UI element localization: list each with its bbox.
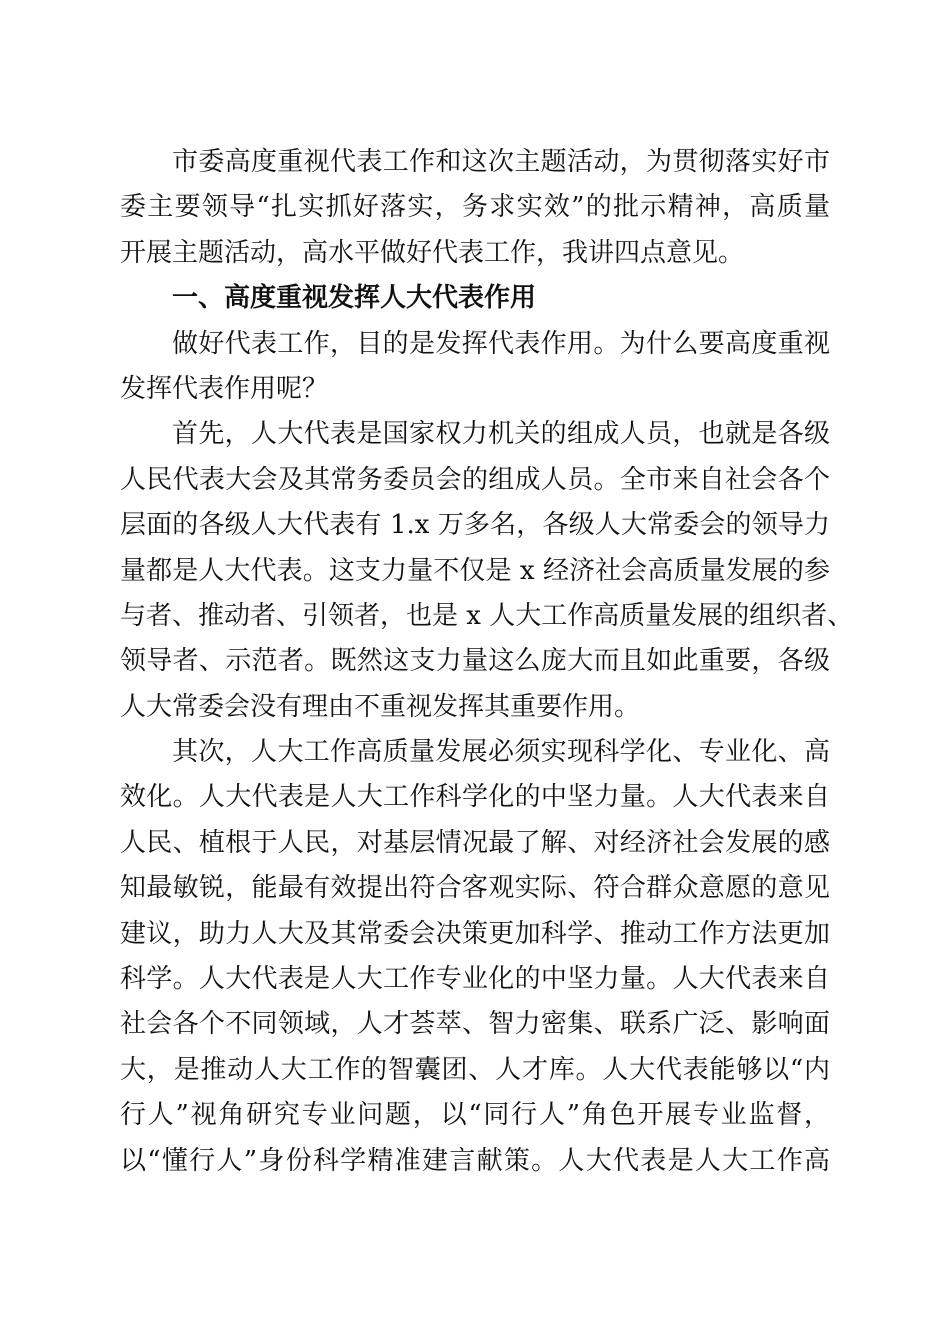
paragraph-line: 量都是人大代表。这支力量不仅是 x 经济社会高质量发展的参 [120, 555, 830, 586]
paragraph-line: 与者、推动者、引领者，也是 x 人大工作高质量发展的组织者、 [120, 600, 854, 631]
paragraph-line: 市委高度重视代表工作和这次主题活动，为贯彻落实好市 [172, 147, 830, 177]
paragraph-line: 知最敏锐，能最有效提出符合客观实际、符合群众意愿的意见 [120, 873, 830, 904]
paragraph-line: 领导者、示范者。既然这支力量这么庞大而且如此重要，各级 [120, 646, 830, 677]
section-heading: 一、高度重视发挥人大代表作用 [172, 283, 537, 314]
paragraph-line: 委主要领导“扎实抓好落实，务求实效”的批示精神，高质量 [120, 192, 830, 223]
document-body [120, 140, 854, 1184]
paragraph-line: 效化。人大代表是人大工作科学化的中坚力量。人大代表来自 [120, 782, 830, 813]
paragraph-line: 人大常委会没有理由不重视发挥其重要作用。 [120, 691, 641, 722]
paragraph-line: 人民代表大会及其常务委员会的组成人员。全市来自社会各个 [120, 464, 830, 495]
paragraph-line: 社会各个不同领域，人才荟萃、智力密集、联系广泛、影响面 [120, 1009, 830, 1040]
paragraph-line: 首先，人大代表是国家权力机关的组成人员，也就是各级 [172, 419, 830, 450]
paragraph-line: 人民、植根于人民，对基层情况最了解、对经济社会发展的感 [120, 827, 830, 858]
paragraph-line: 建议，助力人大及其常委会决策更加科学、推动工作方法更加 [120, 918, 830, 949]
paragraph-line: 开展主题活动，高水平做好代表工作，我讲四点意见。 [120, 237, 745, 268]
paragraph-line: 发挥代表作用呢？ [120, 373, 329, 404]
paragraph-line: 做好代表工作，目的是发挥代表作用。为什么要高度重视 [172, 328, 830, 359]
paragraph-line: 科学。人大代表是人大工作专业化的中坚力量。人大代表来自 [120, 964, 830, 995]
paragraph-line: 大，是推动人大工作的智囊团、人才库。人大代表能够以“内 [120, 1054, 830, 1085]
paragraph-line: 层面的各级人大代表有 1.x 万多名，各级人大常委会的领导力 [120, 510, 830, 541]
paragraph-line: 行人”视角研究专业问题，以“同行人”角色开展专业监督， [120, 1100, 830, 1131]
paragraph-line: 以“懂行人”身份科学精准建言献策。人大代表是人大工作高 [120, 1145, 830, 1176]
paragraph-line: 其次，人大工作高质量发展必须实现科学化、专业化、高 [172, 737, 830, 768]
